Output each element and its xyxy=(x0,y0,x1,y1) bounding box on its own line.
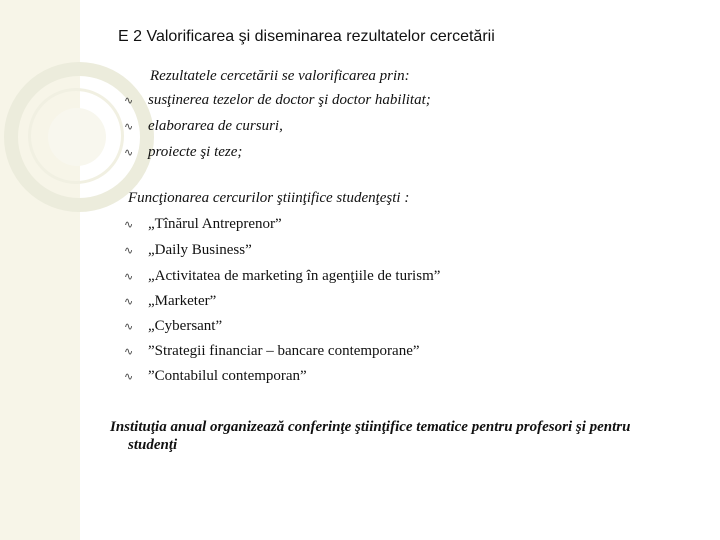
list-item: ∿ elaborarea de cursuri, xyxy=(124,118,283,134)
wavy-bullet-icon: ∿ xyxy=(124,218,134,231)
list-item: ∿ ”Contabilul contemporan” xyxy=(124,368,307,384)
list-item: ∿ „Daily Business” xyxy=(124,242,252,258)
section-heading-results: Rezultatele cercetării se valorificarea prin: xyxy=(150,68,410,84)
list-item: ∿ „Tînărul Antreprenor” xyxy=(124,216,282,232)
list-item: ∿ ”Strategii financiar – bancare contemporane” xyxy=(124,343,420,359)
list-item: ∿ proiecte şi teze; xyxy=(124,144,243,160)
section-heading-student-circles: Funcţionarea cercurilor ştiinţifice studenţeşti : xyxy=(128,190,410,206)
closing-paragraph: Instituţia anual organizează conferinţe ştiinţifice tematice pentru profesori şi pentru studenţi xyxy=(110,419,631,453)
wavy-bullet-icon: ∿ xyxy=(124,94,134,107)
wavy-bullet-icon: ∿ xyxy=(124,120,134,133)
decorative-ring-center xyxy=(48,108,106,166)
wavy-bullet-icon: ∿ xyxy=(124,146,134,159)
wavy-bullet-icon: ∿ xyxy=(124,270,134,283)
wavy-bullet-icon: ∿ xyxy=(124,320,134,333)
wavy-bullet-icon: ∿ xyxy=(124,295,134,308)
wavy-bullet-icon: ∿ xyxy=(124,345,134,358)
list-item: ∿ susţinerea tezelor de doctor şi doctor habilitat; xyxy=(124,92,431,108)
wavy-bullet-icon: ∿ xyxy=(124,370,134,383)
list-item: ∿ „Marketer” xyxy=(124,293,217,309)
page-title: E 2 Valorificarea şi diseminarea rezultatelor cercetării xyxy=(118,28,495,45)
wavy-bullet-icon: ∿ xyxy=(124,244,134,257)
list-item: ∿ „Activitatea de marketing în agenţiile de turism” xyxy=(124,268,441,284)
list-item: ∿ „Cybersant” xyxy=(124,318,223,334)
